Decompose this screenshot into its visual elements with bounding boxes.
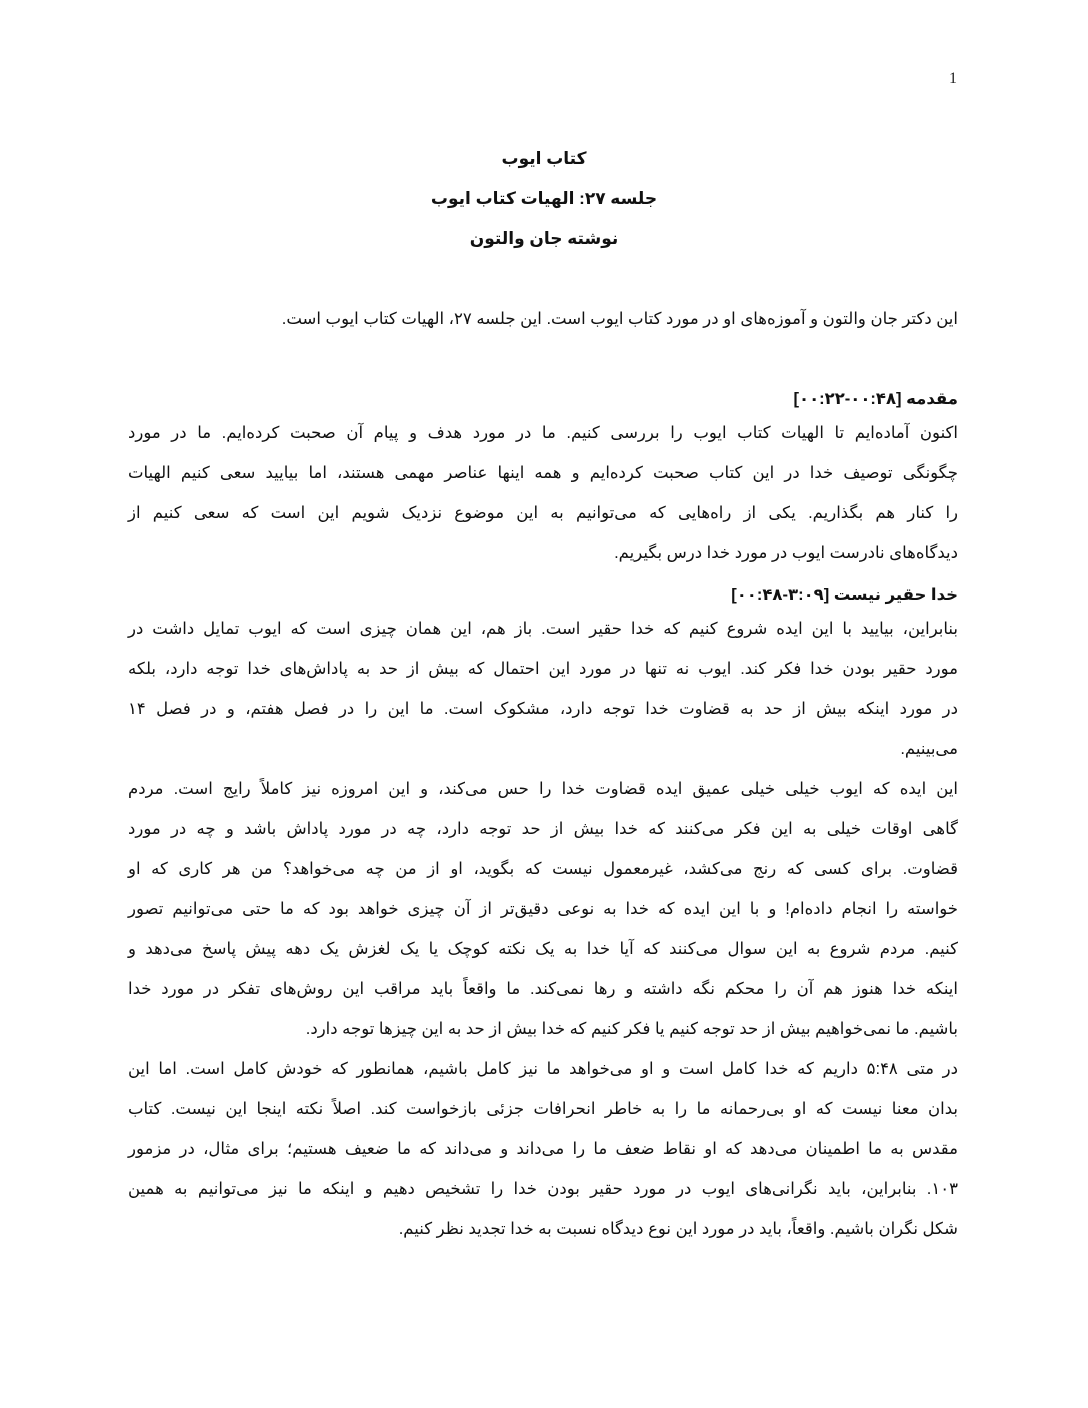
- book-title: کتاب ایوب: [501, 149, 587, 168]
- paragraph-line: بدان معنا نیست که او بی‌رحمانه ما را به خاطر انحرافات جزئی بازخواست کند. اصلاً نکته اینجا این نیست. کتاب: [128, 1100, 958, 1118]
- author-line: نوشته جان والتون: [469, 229, 619, 248]
- paragraph-line: قضاوت. برای کسی که رنج می‌کشد، غیرمعمول نیست که بگوید، او از من چه می‌خواهد؟ من هر کاری که او: [128, 860, 958, 878]
- paragraph-line: دیدگاه‌های نادرست ایوب در مورد خدا درس بگیریم.: [614, 544, 958, 562]
- paragraph-line: کنیم. مردم شروع به این سوال می‌کنند که آیا خدا به یک نکته کوچک یا یک لغزش یک دهه پیش پاسخ می‌دهد و: [128, 940, 958, 958]
- paragraph-line: چگونگی توصیف خدا در این کتاب صحبت کرده‌ایم و همه اینها عناصر مهمی هستند، اما بیایید سعی کنیم الهیات: [128, 464, 958, 482]
- section-timestamp: [۰۰:۴۸-۳:۰۹]: [731, 586, 830, 604]
- paragraph-line: اینکه خدا هنوز هم آن را محکم نگه داشته و رها نمی‌کند. ما واقعاً باید مراقب این روش‌های تفکر در مورد خدا: [128, 980, 958, 998]
- paragraph-line: را کنار هم بگذاریم. یکی از راه‌هایی که می‌توانیم به این موضوع نزدیک شویم این است که سعی کنیم از: [128, 504, 958, 522]
- section-heading-text: خدا حقیر نیست: [833, 586, 958, 604]
- section-introduction: [128, 386, 958, 580]
- paragraph-line: ۱۰۳. بنابراین، باید نگرانی‌های ایوب در مورد حقیر بودن خدا را تشخیص دهیم و اینکه ما نیز می‌توانیم به همین: [128, 1180, 958, 1198]
- paragraph: [128, 1056, 958, 1256]
- paragraph: [128, 776, 958, 1056]
- paragraph-line: خواسته را انجام داده‌ام! و با این ایده که خدا به نوعی دقیق‌تر از آن چیزی خواهد بود که ما حتی می‌توانیم تصور: [128, 900, 958, 918]
- paragraph-line: اکنون آماده‌ایم تا الهیات کتاب ایوب را بررسی کنیم. ما در مورد هدف و پیام آن صحبت کرده‌ایم. ما در مورد: [128, 424, 958, 442]
- section-timestamp: [۰۰:۲۲-۰۰:۴۸]: [793, 390, 902, 408]
- intro-text: این دکتر جان والتون و آموزه‌های او در مورد کتاب ایوب است. این جلسه ۲۷، الهیات کتاب ایوب است.: [281, 310, 958, 328]
- paragraph-line: شکل نگران باشیم. واقعاً، باید در مورد این نوع دیدگاه نسبت به خدا تجدید نظر کنیم.: [398, 1220, 958, 1238]
- title-block: [0, 145, 1088, 265]
- page-number: 1: [949, 70, 957, 87]
- paragraph-line: در مورد اینکه بیش از حد به قضاوت خدا توجه دارد، مشکوک است. ما این را در فصل هفتم، و در فصل ۱۴: [128, 700, 958, 718]
- section-heading: [128, 582, 958, 616]
- paragraph-line: گاهی اوقات خیلی به این فکر می‌کنند که خدا بیش از حد توجه دارد، چه در مورد پاداش باشد و چه در مورد: [128, 820, 958, 838]
- session-title: جلسه ۲۷: الهیات کتاب ایوب: [430, 189, 658, 208]
- section-god-not-petty: [128, 582, 958, 1256]
- section-heading: [128, 386, 958, 420]
- paragraph-line: در متی ۵:۴۸ داریم که خدا کامل است و او می‌خواهد ما نیز کامل باشیم، همانطور که خودش کامل است. اما این: [128, 1060, 958, 1078]
- intro-paragraph: [128, 306, 958, 346]
- paragraph-line: مورد حقیر بودن خدا فکر کند. ایوب نه تنها در مورد این احتمال که بیش از حد به پاداش‌های خدا توجه دارد، بلکه: [128, 660, 958, 678]
- paragraph-line: مقدس به ما اطمینان می‌دهد که او نقاط ضعف ما را می‌داند و می‌داند که ما ضعیف هستیم؛ برای مثال، در مزمور: [128, 1140, 958, 1158]
- paragraph-line: این ایده که ایوب خیلی خیلی عمیق ایده قضاوت خدا را حس می‌کند، و این امروزه نیز کاملاً رایج است. مردم: [128, 780, 958, 798]
- paragraph: [128, 616, 958, 776]
- paragraph-line: باشیم. ما نمی‌خواهیم بیش از حد توجه کنیم یا فکر کنیم که خدا بیش از حد به این چیزها توجه دارد.: [305, 1020, 958, 1038]
- paragraph-line: بنابراین، بیایید با این ایده شروع کنیم که خدا حقیر است. باز هم، این همان چیزی است که ایوب تمایل داشت در: [128, 620, 958, 638]
- section-heading-text: مقدمه: [906, 390, 958, 408]
- paragraph-line: می‌بینیم.: [900, 740, 958, 758]
